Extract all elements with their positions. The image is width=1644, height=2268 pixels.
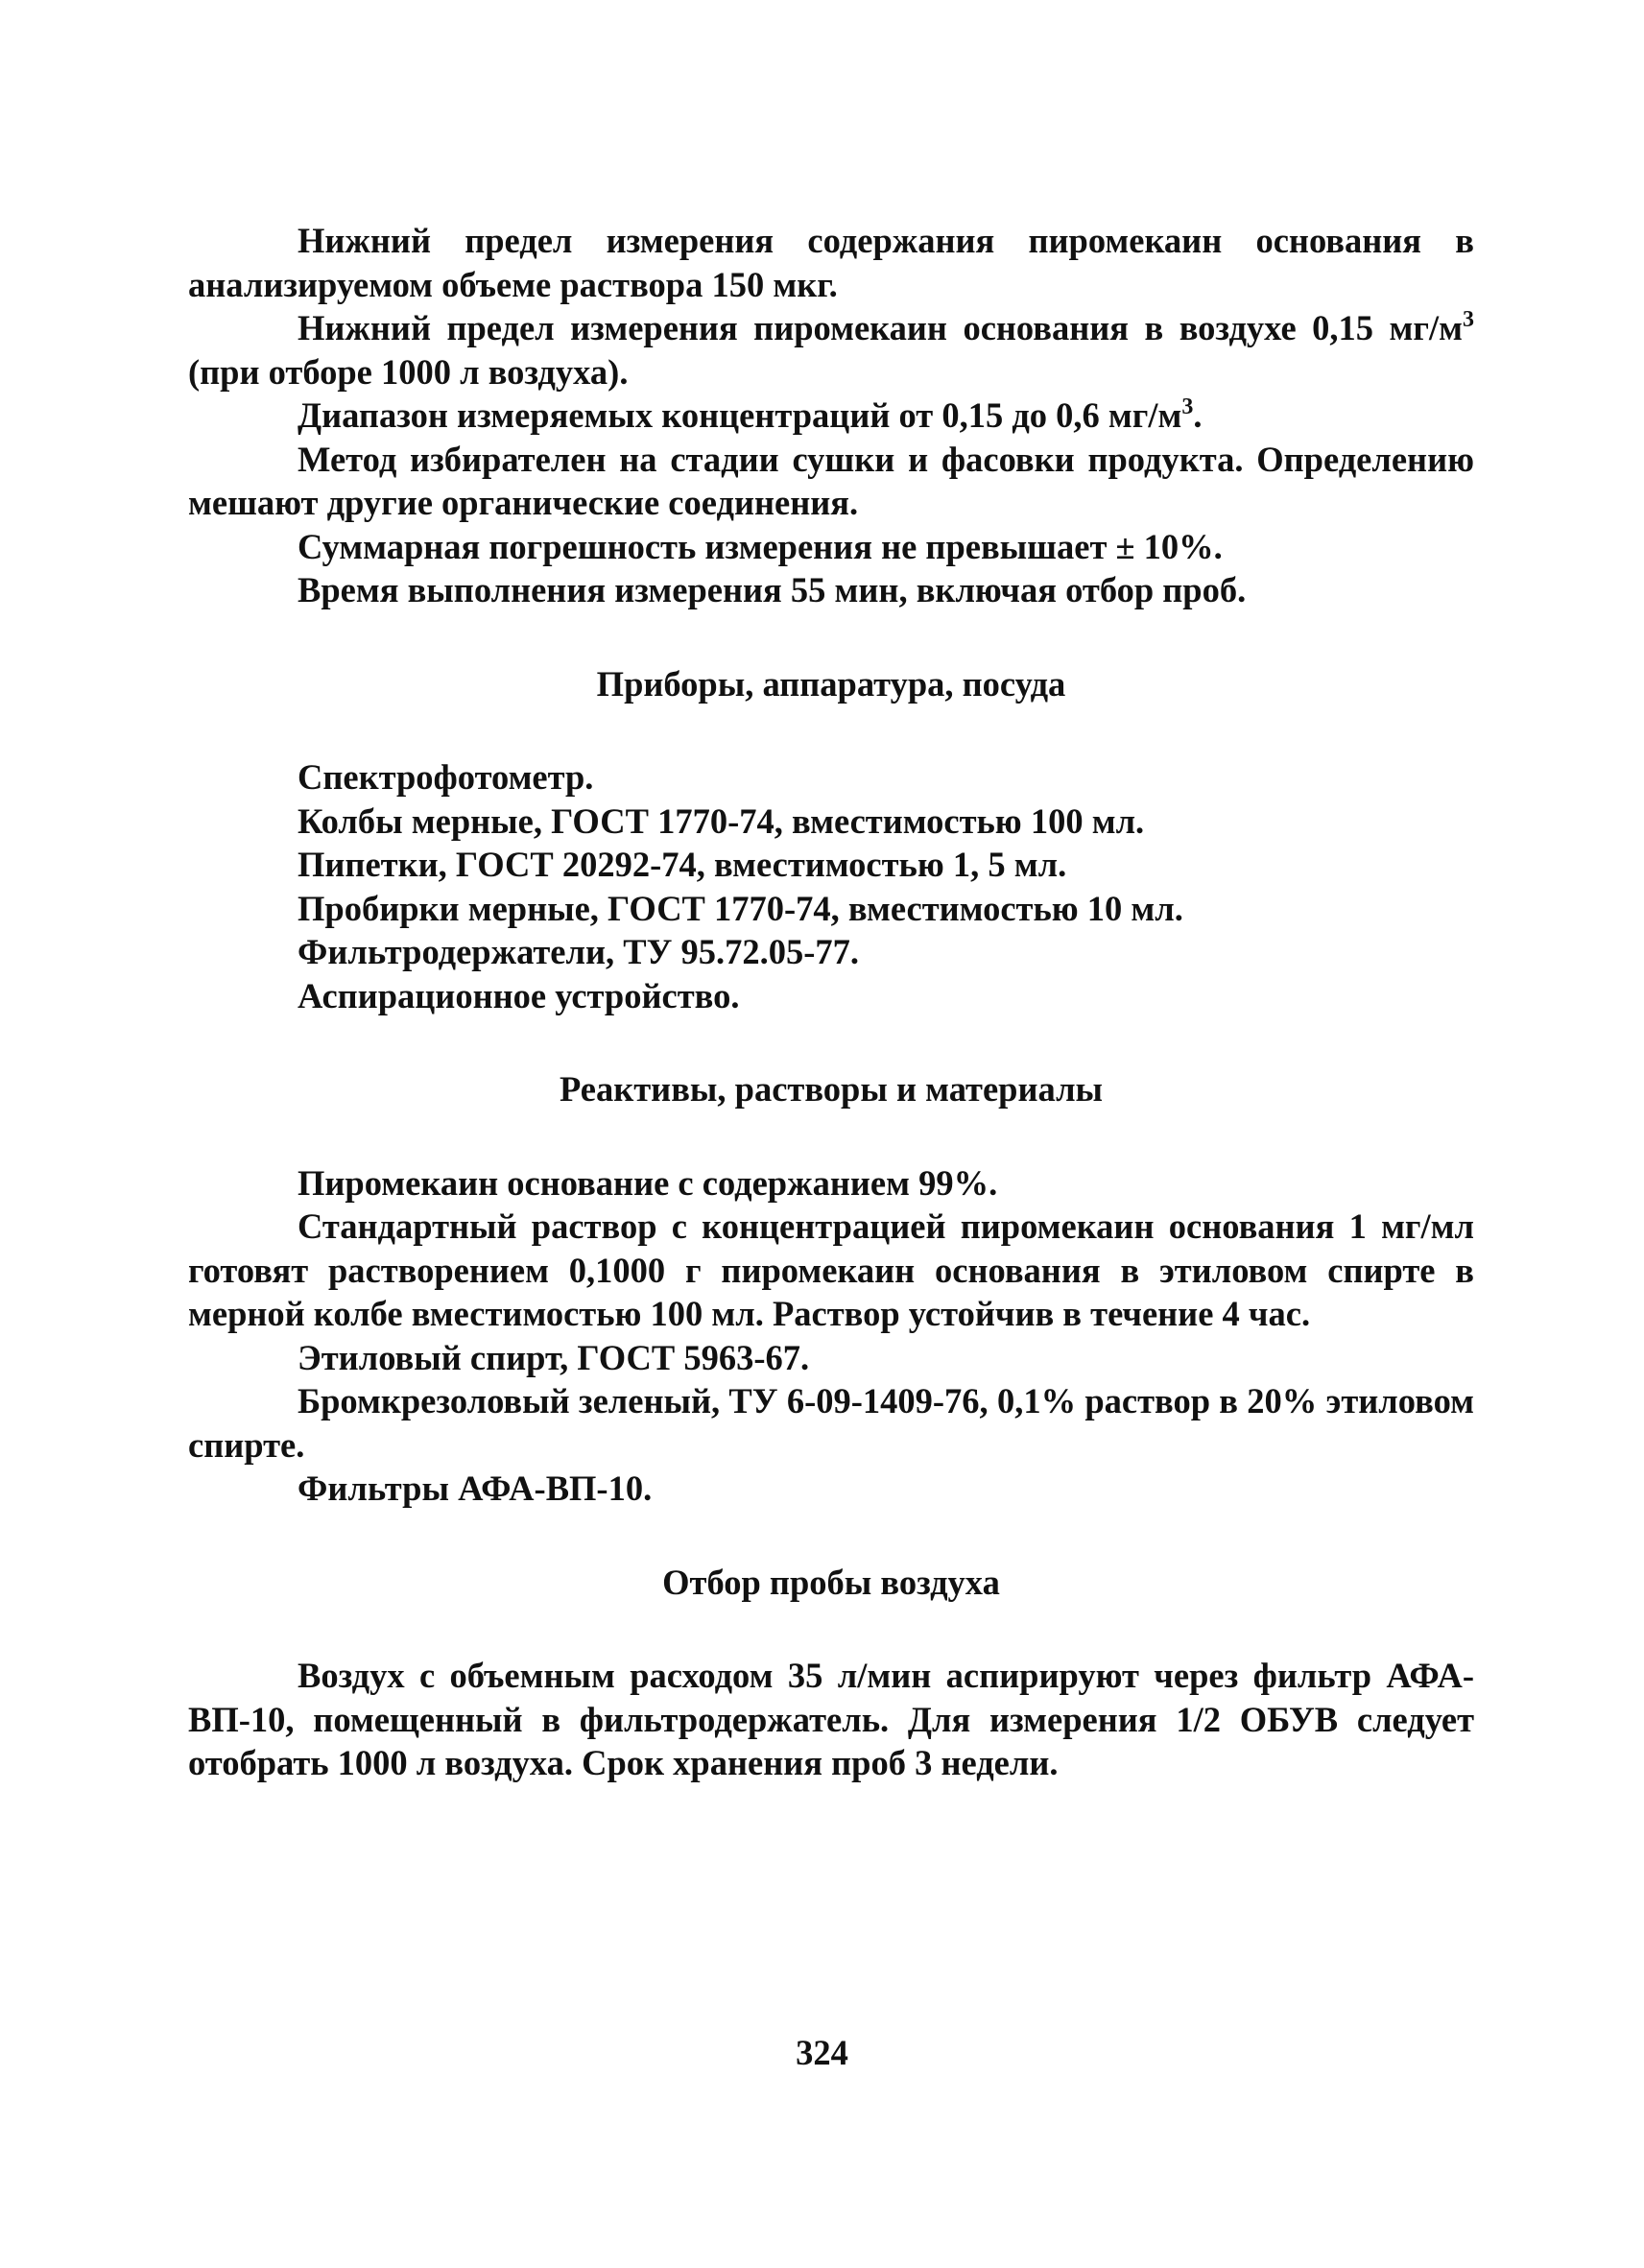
list-item: Стандартный раствор с концентрацией пиромекаин основания 1 мг/мл готовят растворением 0,1000 г пиромекаин основания в этиловом спирте в мерной колбе вместимостью 100 мл. Раствор устойчив в течение 4 час.: [188, 1206, 1474, 1333]
section-heading-reagents: Реактивы, растворы и материалы: [559, 1069, 1104, 1109]
document-page: [188, 219, 1474, 1785]
list-item: Фильтры АФА-ВП-10.: [298, 1468, 653, 1508]
list-item: Пиромекаин основание с содержанием 99%.: [298, 1162, 998, 1203]
superscript: 3: [1463, 307, 1474, 332]
intro-block: [188, 219, 1474, 612]
list-item: Бромкрезоловый зеленый, ТУ 6-09-1409-76, 0,1% раствор в 20% этиловом спирте.: [188, 1381, 1474, 1465]
list-item: Аспирационное устройство.: [298, 975, 740, 1015]
instruments-list: [188, 755, 1474, 1017]
intro-paragraph: Суммарная погрешность измерения не превышает ± 10%.: [298, 526, 1223, 566]
list-item: Пробирки мерные, ГОСТ 1770-74, вместимостью 10 мл.: [298, 888, 1183, 928]
intro-paragraph: [188, 394, 1474, 438]
list-item: Спектрофотометр.: [298, 757, 594, 797]
intro-text: .: [1193, 395, 1203, 435]
intro-text: Диапазон измеряемых концентраций от 0,15 до 0,6 мг/м: [298, 395, 1182, 435]
intro-text: (при отборе 1000 л воздуха).: [188, 351, 629, 392]
section-heading-instruments: Приборы, аппаратура, посуда: [596, 663, 1066, 704]
intro-paragraph: Нижний предел измерения содержания пиромекаин основания в анализируемом объеме раствора 150 мкг.: [188, 221, 1474, 304]
list-item: Фильтродержатели, ТУ 95.72.05-77.: [298, 932, 860, 971]
list-item: Пипетки, ГОСТ 20292-74, вместимостью 1, 5 мл.: [298, 845, 1067, 884]
intro-text: Нижний предел измерения пиромекаин основания в воздухе 0,15 мг/м: [298, 308, 1463, 347]
intro-paragraph: [188, 306, 1474, 394]
reagents-list: [188, 1161, 1474, 1511]
page-number: 324: [796, 2033, 848, 2072]
list-item: Колбы мерные, ГОСТ 1770-74, вместимостью 100 мл.: [298, 800, 1145, 841]
list-item: Этиловый спирт, ГОСТ 5963-67.: [298, 1337, 810, 1377]
intro-paragraph: Время выполнения измерения 55 мин, включая отбор проб.: [298, 570, 1247, 609]
intro-paragraph: Метод избирателен на стадии сушки и фасовки продукта. Определению мешают другие органические соединения.: [188, 439, 1474, 522]
superscript: 3: [1181, 394, 1194, 419]
section-heading-sampling: Отбор пробы воздуха: [662, 1562, 1000, 1602]
sampling-paragraph: Воздух с объемным расходом 35 л/мин аспирируют через фильтр АФА-ВП-10, помещенный в фильтродержатель. Для измерения 1/2 ОБУВ следует отобрать 1000 л воздуха. Срок хранения проб 3 недели.: [188, 1656, 1474, 1782]
